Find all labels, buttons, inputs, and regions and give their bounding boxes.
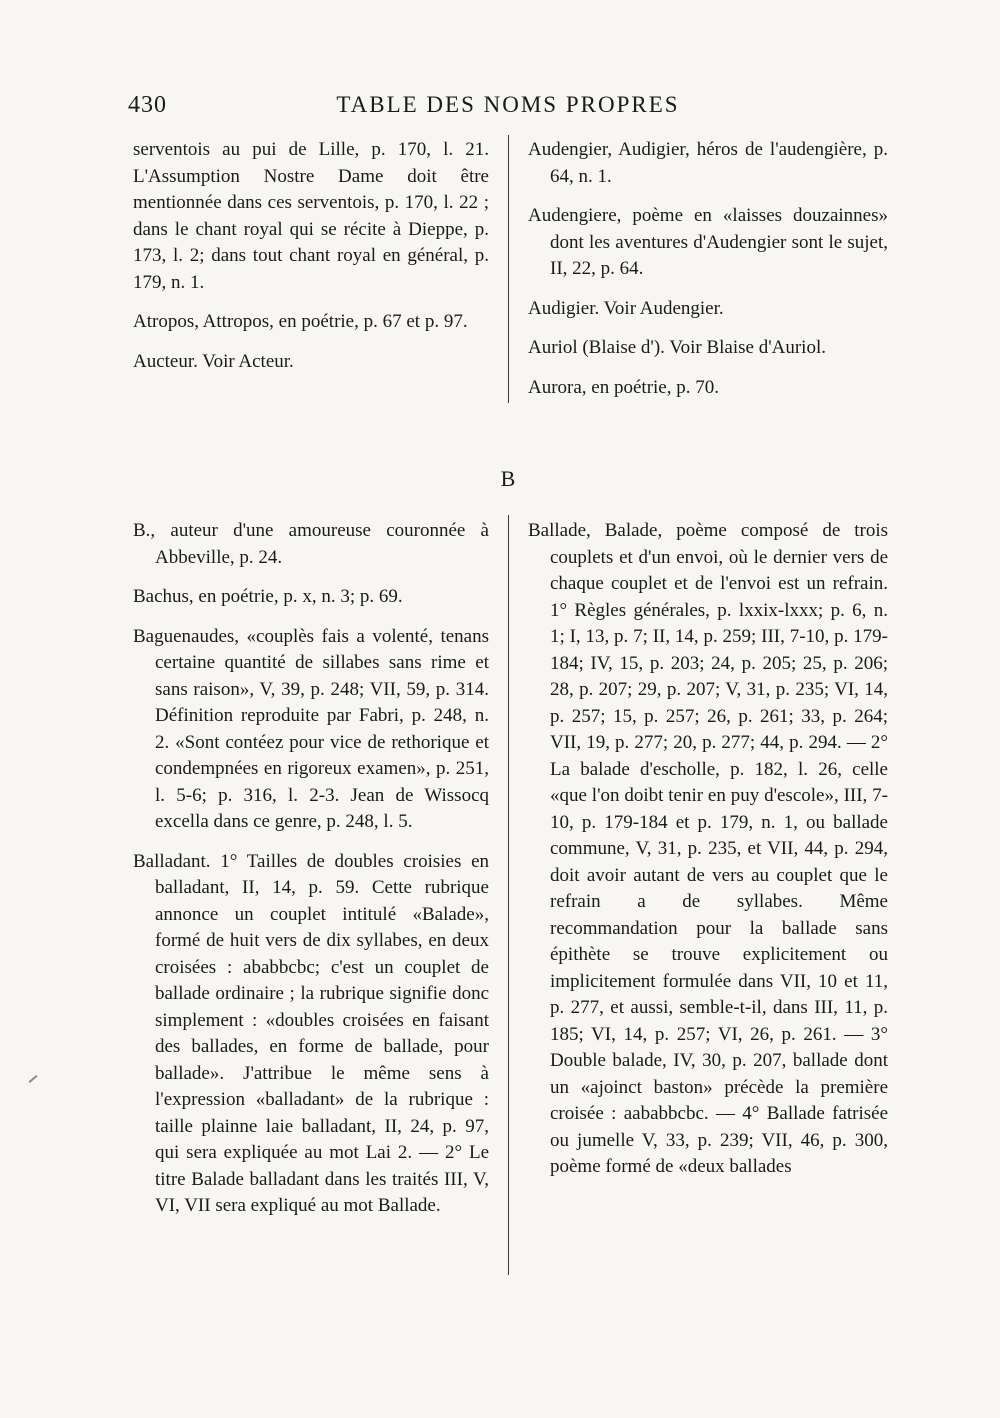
left-column-b xyxy=(133,518,489,1233)
page-header xyxy=(128,92,888,124)
index-entry: Audengiere, poème en «laisses douzainnes» dont les aventures d'Audengier sont le sujet, II, 22, p. 64. xyxy=(528,205,888,279)
page-number: 430 xyxy=(128,92,167,118)
index-entry: Baguenaudes, «couplès fais a volenté, tenans certaine quantité de sillabes sans rime et sans raison», V, 39, p. 248; VII, 59, p. 314. Définition reproduite par Fabri, p. 248, n. 2. «Sont contéez pour vice de rethorique et condempnées en rigoreux examen», p. 251, l. 5-6; p. 316, l. 2-3. Jean de Wissocq excella dans ce genre, p. 248, l. 5. xyxy=(133,625,489,832)
index-entry: Audengier, Audigier, héros de l'audengière, p. 64, n. 1. xyxy=(528,139,888,187)
section-letter: B xyxy=(500,466,516,491)
index-entry: serventois au pui de Lille, p. 170, l. 21. L'Assumption Nostre Dame doit être mentionnée dans ces serventois, p. 170, l. 22 ; dans le chant royal qui se récite à Dieppe, p. 173, l. 2; dans tout chant royal en général, p. 179, n. 1. xyxy=(133,139,489,293)
index-entry: Atropos, Attropos, en poétrie, p. 67 et p. 97. xyxy=(133,311,468,332)
right-column-b xyxy=(528,518,888,1194)
index-entry: B., auteur d'une amoureuse couronnée à Abbeville, p. 24. xyxy=(133,520,489,568)
index-entry: Aurora, en poétrie, p. 70. xyxy=(528,376,719,398)
column-divider xyxy=(508,515,509,1275)
column-divider xyxy=(508,135,509,403)
index-entry: Ballade, Balade, poème composé de trois couplets et d'un envoi, où le dernier vers de chaque couplet et de l'envoi est un refrain. 1° Règles générales, p. lxxix-lxxx; p. 6, n. 1; I, 13, p. 7; II, 14, p. 259; III, 7-10, p. 179-184; IV, 15, p. 203; 24, p. 205; 25, p. 206; 28, p. 207; 29, p. 207; V, 31, p. 235; VI, 14, p. 257; 15, p. 257; 26, p. 261; 33, p. 264; VII, 19, p. 277; 20, p. 277; 44, p. 294. — 2° La balade d'escholle, p. 182, l. 26, celle «que l'on doibt tenir en puy d'escole», III, 7-10, p. 179-184 et p. 179, n. 1, ou ballade commune, V, 31, p. 235, et VII, 44, p. 294, doit avoir autant de vers au couplet que le refrain a de syllabes. Même recommandation pour la ballade sans épithète se trouve explicitement ou implicitement formulée dans VII, 10 et 11, p. 277, et aussi, semble-t-il, dans III, 11, p. 185; VI, 14, p. 257; VI, 26, p. 261. — 3° Double balade, IV, 30, p. 207, ballade dont un «ajoinct baston» précède la première croisée : aababbcbc. — 4° Ballade fatrisée ou jumelle V, 33, p. 239; VII, 46, p. 300, poème formé de «deux ballades xyxy=(528,520,888,1177)
ink-mark xyxy=(29,1075,38,1083)
index-entry: Audigier. Voir Audengier. xyxy=(528,297,724,319)
right-column-top xyxy=(528,137,888,414)
index-entry: Auriol (Blaise d'). Voir Blaise d'Auriol. xyxy=(528,337,826,358)
running-title: TABLE DES NOMS PROPRES xyxy=(336,92,680,117)
index-entry: Balladant. 1° Tailles de doubles croisies en balladant, II, 14, p. 59. Cette rubrique annonce un couplet intitulé «Balade», formé de huit vers de dix syllabes, en deux croisées : ababbcbc; c'est un couplet de ballade ordinaire ; la rubrique signifie donc simplement : «doubles croisées en faisant des ballades, en forme de ballade, pour ballade». J'attribue le même sens à l'expression «balladant» de la rubrique : taille plainne laie balladant, II, 24, p. 97, qui sera expliquée au mot Lai 2. — 2° Le titre Balade balladant dans les traités III, V, VI, VII sera expliqué au mot Ballade. xyxy=(133,850,489,1216)
index-entry: Bachus, en poétrie, p. x, n. 3; p. 69. xyxy=(133,586,403,607)
left-column-top xyxy=(133,137,489,388)
index-entry: Aucteur. Voir Acteur. xyxy=(133,350,294,372)
